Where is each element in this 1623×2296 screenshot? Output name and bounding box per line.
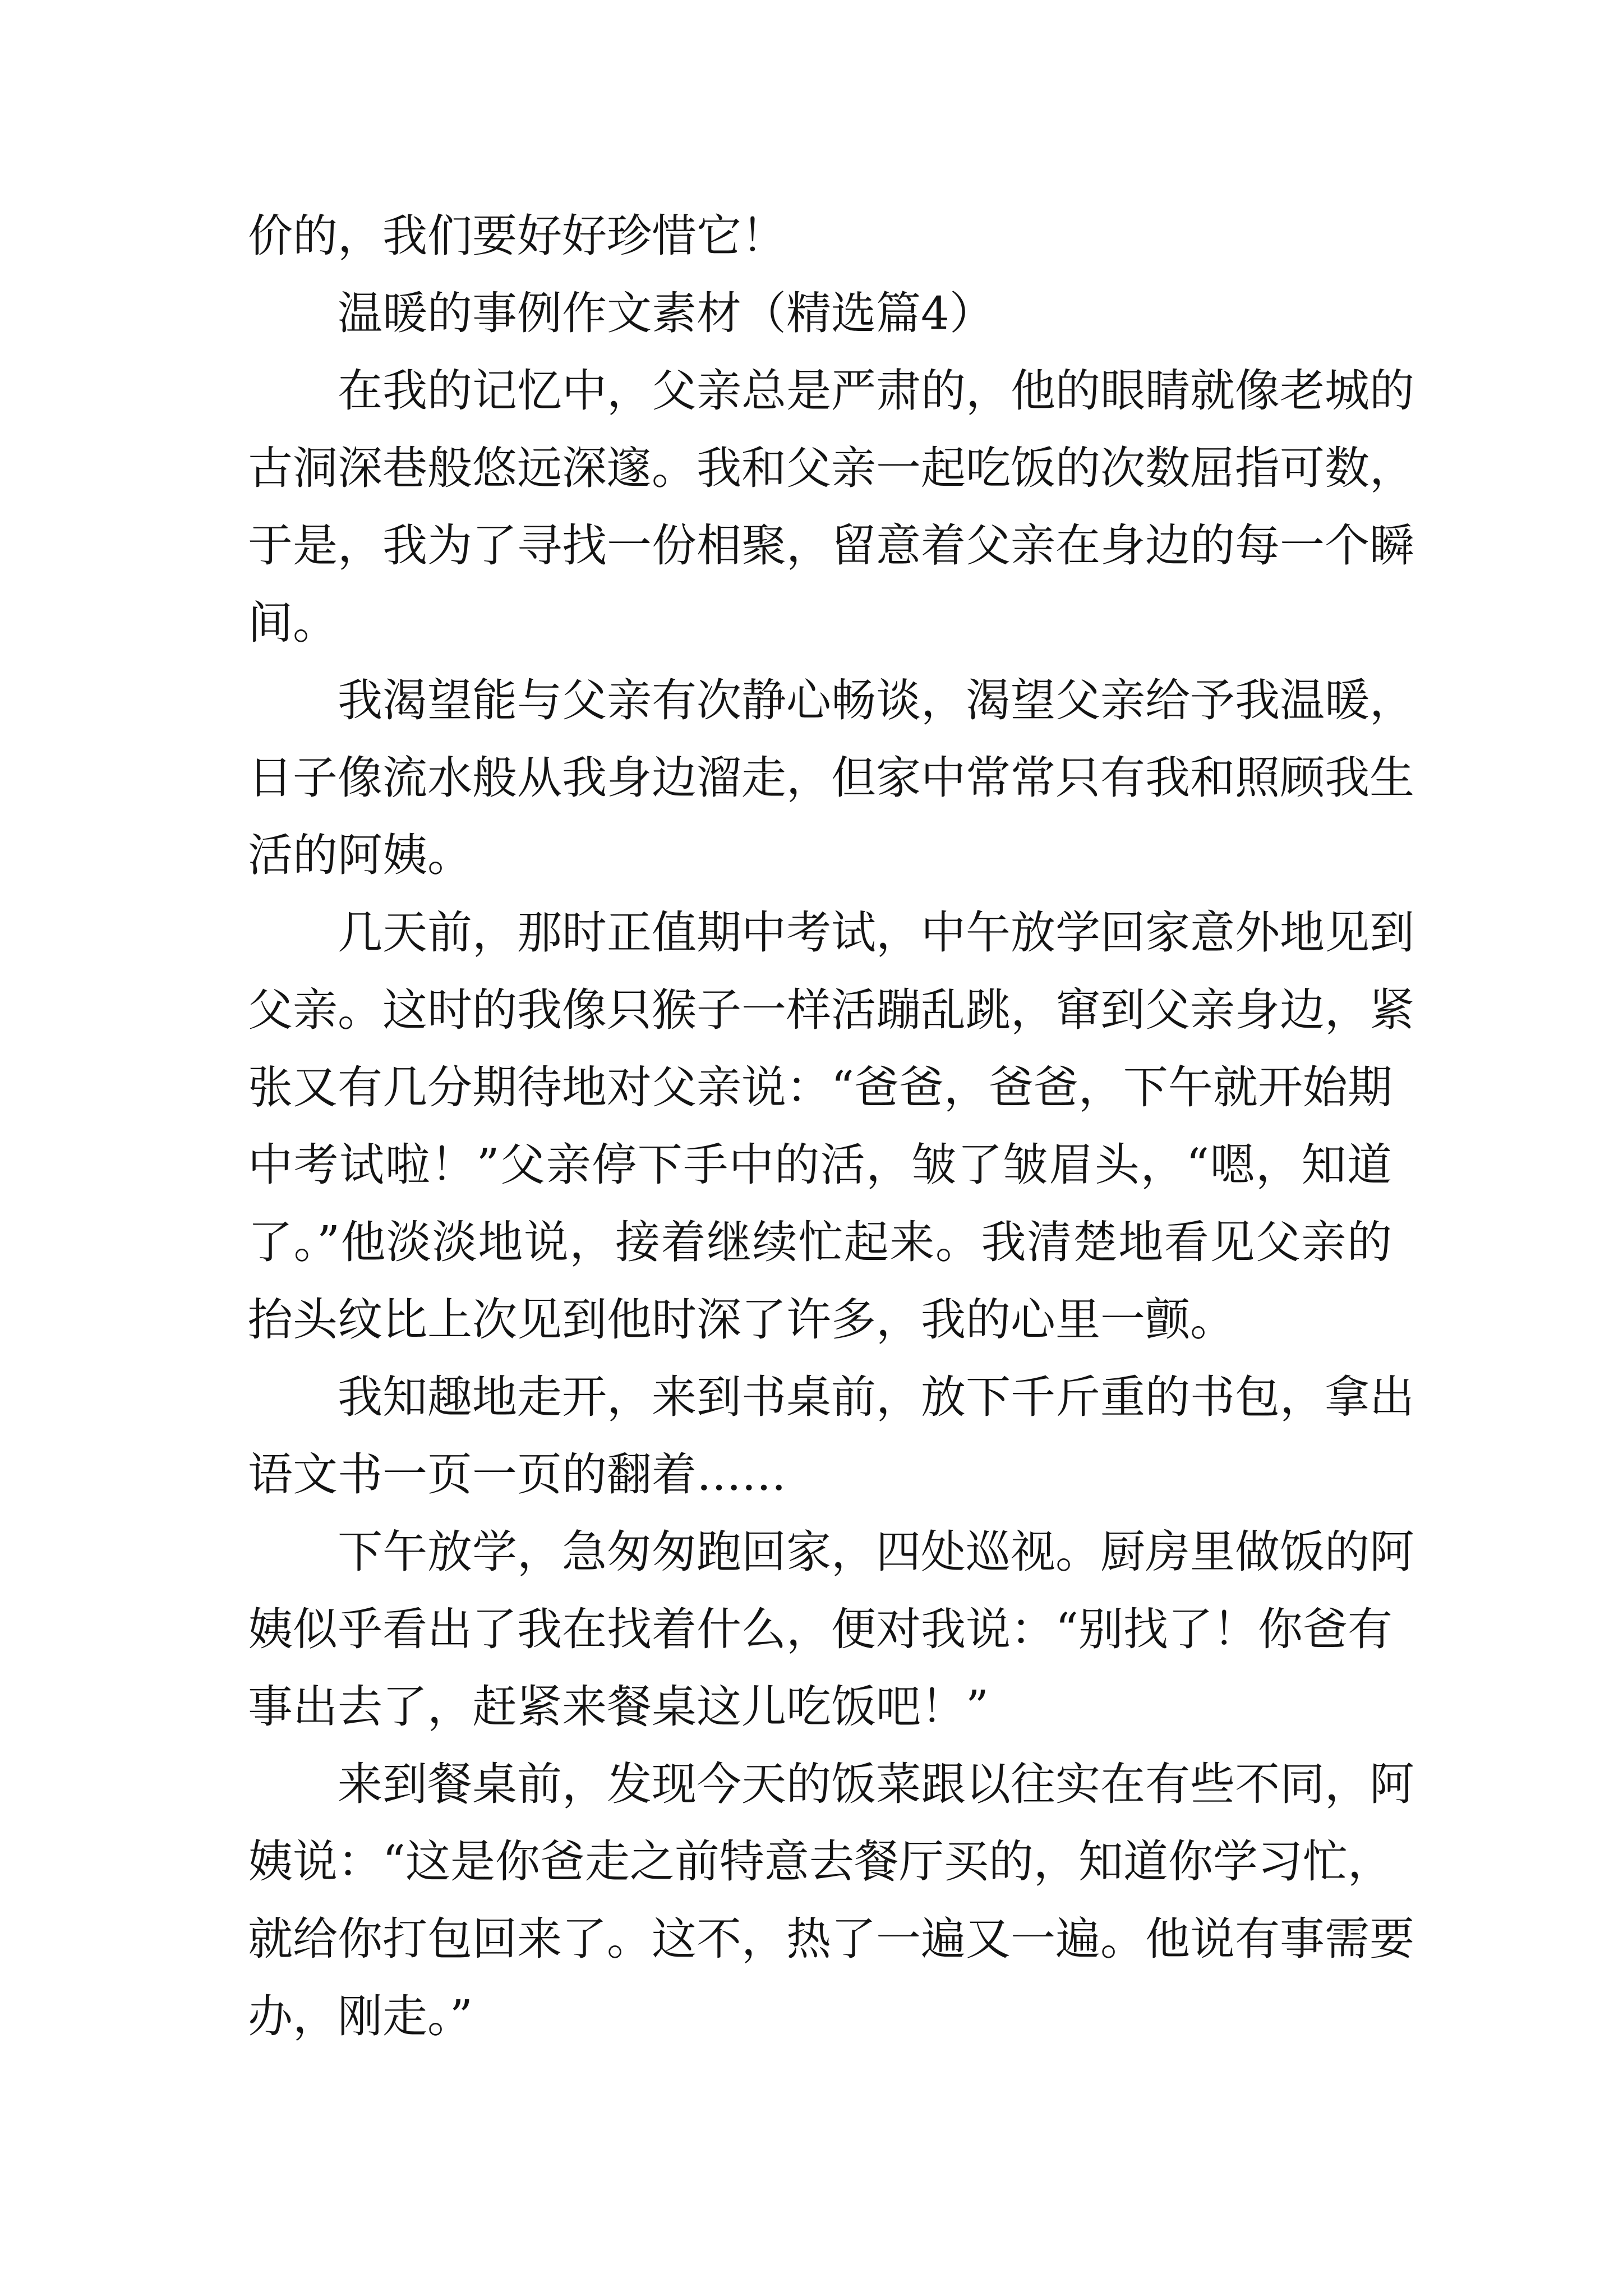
paragraph-line: 来到餐桌前，发现今天的饭菜跟以往实在有些不同，阿 — [338, 1758, 1414, 1810]
paragraph-line: 日子像流水般从我身边溜走，但家中常常只有我和照顾我生 — [248, 752, 1414, 804]
paragraph-line: 抬头纹比上次见到他时深了许多，我的心里一颤。 — [248, 1294, 1235, 1346]
paragraph-line: 姨说：“这是你爸走之前特意去餐厅买的，知道你学习忙， — [248, 1835, 1393, 1888]
paragraph-line: 于是，我为了寻找一份相聚，留意着父亲在身边的每一个瞬 — [248, 519, 1414, 572]
paragraph-line: 中考试啦！”父亲停下手中的活，皱了皱眉头，“嗯，知道 — [248, 1139, 1392, 1191]
essay-body — [248, 197, 1414, 2055]
paragraph-line: 几天前，那时正值期中考试，中午放学回家意外地见到 — [338, 907, 1414, 959]
paragraph-line: 下午放学，急匆匆跑回家，四处巡视。厨房里做饭的阿 — [338, 1526, 1414, 1578]
paragraph-line: 古洞深巷般悠远深邃。我和父亲一起吃饭的次数屈指可数， — [248, 442, 1414, 494]
paragraph-line: 活的阿姨。 — [248, 829, 472, 881]
paragraph-line: 父亲。这时的我像只猴子一样活蹦乱跳，窜到父亲身边，紧 — [248, 984, 1414, 1036]
paragraph-line: 了。”他淡淡地说，接着继续忙起来。我清楚地看见父亲的 — [248, 1216, 1392, 1268]
paragraph-line: 办，刚走。” — [248, 1990, 473, 2042]
paragraph-line: 事出去了，赶紧来餐桌这儿吃饭吧！” — [248, 1681, 989, 1733]
paragraph-line: 价的，我们要好好珍惜它！ — [248, 210, 786, 262]
paragraph-line: 间。 — [248, 597, 338, 649]
paragraph-line: 我知趣地走开，来到书桌前，放下千斤重的书包，拿出 — [338, 1371, 1414, 1423]
paragraph-line: 在我的记忆中，父亲总是严肃的，他的眼睛就像老城的 — [338, 365, 1414, 417]
paragraph-line: 张又有几分期待地对父亲说：“爸爸，爸爸，下午就开始期 — [248, 1061, 1393, 1114]
paragraph-line: 就给你打包回来了。这不，热了一遍又一遍。他说有事需要 — [248, 1913, 1414, 1965]
paragraph-line: 姨似乎看出了我在找着什么，便对我说：“别找了！你爸有 — [248, 1603, 1393, 1655]
paragraph-line: 我渴望能与父亲有次静心畅谈，渴望父亲给予我温暖， — [338, 674, 1414, 726]
paragraph-line: 语文书一页一页的翻着…… — [248, 1448, 786, 1501]
section-heading: 温暖的事例作文素材（精选篇4） — [338, 287, 994, 339]
